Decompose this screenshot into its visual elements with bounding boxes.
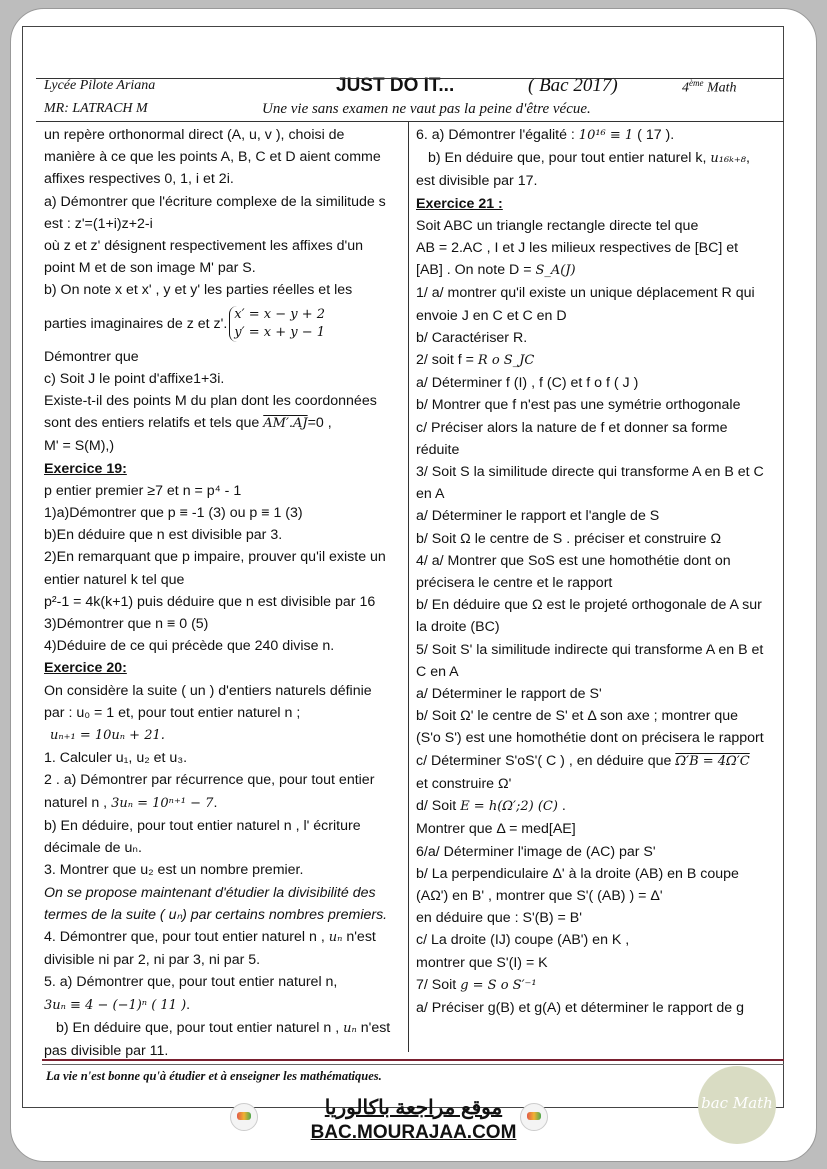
text-line: a/ Déterminer f (I) , f (C) et f o f ( J ) xyxy=(416,375,639,392)
text-line: la droite (BC) xyxy=(416,619,500,636)
text-segment: 2/ soit f = xyxy=(416,352,474,369)
text-line: pas divisible par 11. xyxy=(44,1042,169,1059)
text-line: montrer que S'(I) = K xyxy=(416,954,548,971)
level-label: Math xyxy=(707,80,737,96)
vector-formula: Ω′B = 4Ω′C xyxy=(675,753,750,769)
formula: E = h(Ω′;2) (C) xyxy=(460,799,558,815)
text-line: a/ Déterminer le rapport et l'angle de S xyxy=(416,508,660,525)
text-line: b)En déduire que n est divisible par 3. xyxy=(44,527,283,544)
text-segment: b) En déduire que, pour tout entier naturel k, xyxy=(428,150,707,167)
text-line: c) Soit J le point d'affixe1+3i. xyxy=(44,370,225,387)
formula: 3uₙ = 10ⁿ⁺¹ − 7 xyxy=(111,795,214,811)
text-line: 6/a/ Déterminer l'image de (AC) par S' xyxy=(416,843,656,860)
motto: Une vie sans examen ne vaut pas la peine d'être vécue. xyxy=(262,101,591,117)
text-segment: . xyxy=(561,798,566,815)
footer-rule-thin xyxy=(42,1064,784,1065)
header-rule-bottom xyxy=(36,121,784,122)
formula: uₙ xyxy=(328,929,343,945)
text-line: b) On note x et x' , y et y' les parties réelles et les xyxy=(44,282,353,299)
teacher-name: MR: LATRACH M xyxy=(44,101,148,116)
text-line: divisible ni par 2, ni par 3, ni par 5. xyxy=(44,952,261,969)
header-rule-top xyxy=(36,78,784,79)
text-segment: b) En déduire que, pour tout entier naturel n , xyxy=(56,1019,340,1036)
text-line: M' = S(M),) xyxy=(44,438,115,455)
footer-rule xyxy=(42,1059,784,1061)
text-line: un repère orthonormal direct (A, u, v ), choisi de xyxy=(44,127,345,143)
text-line: 2 . a) Démontrer par récurrence que, pour tout entier xyxy=(44,772,375,789)
text-segment: 7/ Soit xyxy=(416,976,457,993)
text-line xyxy=(416,795,784,818)
text-line: est divisible par 17. xyxy=(416,173,538,190)
text-line: entier naturel k tel que xyxy=(44,571,185,588)
text-segment: n'est xyxy=(346,928,376,945)
text-line: où z et z' désignent respectivement les affixes d'un xyxy=(44,238,364,255)
text-segment: d/ Soit xyxy=(416,798,457,815)
text-line: affixes respectives 0, 1, i et 2i. xyxy=(44,171,234,188)
text-line: b/ En déduire que Ω est le projeté orthogonale de A sur xyxy=(416,597,762,614)
text-line xyxy=(44,994,404,1017)
formula: u₁₆ₖ₊₈ xyxy=(710,151,746,167)
text-line: point M et de son image M' par S. xyxy=(44,260,256,277)
class-level xyxy=(682,78,737,97)
text-line xyxy=(416,349,784,372)
text-segment: =0 , xyxy=(307,415,332,432)
text-segment: 6. a) Démontrer l'égalité : xyxy=(416,127,575,143)
text-segment: ( 17 ). xyxy=(637,127,675,143)
text-line: 5/ Soit S' la similitude indirecte qui transforme A en B et xyxy=(416,641,764,658)
text-line: p entier premier ≥7 et n = p⁴ - 1 xyxy=(44,482,242,499)
text-line xyxy=(44,792,404,815)
text-line: C en A xyxy=(416,663,459,680)
column-separator xyxy=(408,122,409,1052)
text-line: 1/ a/ montrer qu'il existe un unique déplacement R qui xyxy=(416,285,755,302)
text-line xyxy=(44,724,404,747)
text-line: précisera le centre et le rapport xyxy=(416,575,613,592)
left-column xyxy=(44,124,404,1062)
text-line: 4)Déduire de ce qui précède que 240 divise n. xyxy=(44,638,335,655)
text-line: c/ Préciser alors la nature de f et donner sa forme xyxy=(416,419,728,436)
text-line: 3/ Soit S la similitude directe qui transforme A en B et C xyxy=(416,464,764,481)
text-segment: naturel n , xyxy=(44,794,108,811)
text-segment: parties imaginaires de z et z'. xyxy=(44,315,228,332)
text-line: en déduire que : S'(B) = B' xyxy=(416,910,582,927)
document-title: JUST DO IT... xyxy=(336,75,455,96)
text-line: On considère la suite ( un ) d'entiers naturels définie xyxy=(44,682,372,699)
bac-math-logo xyxy=(698,1066,776,1144)
equation-row: x′ = x − y + 2 xyxy=(234,306,325,322)
site-name-arabic[interactable]: موقع مراجعة باكالوريا xyxy=(324,1097,503,1119)
text-line: b/ Montrer que f n'est pas une symétrie orthogonale xyxy=(416,397,741,414)
text-line: décimale de uₙ. xyxy=(44,840,142,857)
text-segment: n'est xyxy=(360,1019,391,1036)
text-line: b/ Soit Ω' le centre de S' et Δ son axe ; montrer que xyxy=(416,708,739,725)
text-line: réduite xyxy=(416,441,460,458)
text-segment: . xyxy=(186,996,191,1013)
level-number: 4 xyxy=(682,80,689,96)
text-line xyxy=(44,926,404,949)
exercise-20-heading: Exercice 20: xyxy=(44,660,127,677)
bac-year: ( Bac 2017) xyxy=(528,75,618,96)
text-line: On se propose maintenant d'étudier la divisibilité des xyxy=(44,884,376,901)
text-line xyxy=(416,147,784,170)
formula: g = S o S′⁻¹ xyxy=(460,977,537,993)
text-line xyxy=(44,302,404,346)
text-line: 2)En remarquant que p impaire, prouver qu'il existe un xyxy=(44,549,386,566)
text-line: Démontrer que xyxy=(44,348,139,365)
text-line: envoie J en C et C en D xyxy=(416,307,567,324)
right-column xyxy=(416,124,784,1019)
text-line: AB = 2.AC , I et J les milieux respectives de [BC] et xyxy=(416,240,739,257)
formula: S_A(J) xyxy=(535,263,576,279)
recurrence-formula: uₙ₊₁ = 10uₙ + 21. xyxy=(50,728,165,744)
site-url-link[interactable]: BAC.MOURAJAA.COM xyxy=(310,1122,517,1143)
text-line: Existe-t-il des points M du plan dont les coordonnées xyxy=(44,393,377,410)
text-line: a) Démontrer que l'écriture complexe de la similitude s xyxy=(44,193,386,210)
text-segment: [AB] . On note D = xyxy=(416,262,532,279)
text-line xyxy=(416,750,784,773)
text-segment: . xyxy=(213,794,218,811)
school-name: Lycée Pilote Ariana xyxy=(44,78,156,93)
text-line: Soit ABC un triangle rectangle directe tel que xyxy=(416,217,699,234)
text-line: et construire Ω' xyxy=(416,775,512,792)
text-line: est : z'=(1+i)z+2-i xyxy=(44,215,153,232)
text-line: 5. a) Démontrer que, pour tout entier naturel n, xyxy=(44,974,338,991)
exercise-19-heading: Exercice 19: xyxy=(44,460,127,477)
text-line xyxy=(416,974,784,997)
formula: 10¹⁶ ≡ 1 xyxy=(578,128,634,143)
text-line: b/ Caractériser R. xyxy=(416,329,528,346)
text-line: a/ Déterminer le rapport de S' xyxy=(416,686,602,703)
text-line: 1)a)Démontrer que p ≡ -1 (3) ou p ≡ 1 (3) xyxy=(44,505,303,522)
equation-row: y′ = x + y − 1 xyxy=(234,324,326,340)
text-line: c/ La droite (IJ) coupe (AB') en K , xyxy=(416,932,630,949)
text-line xyxy=(44,1017,404,1040)
footer-quote: La vie n'est bonne qu'à étudier et à enseigner les mathématiques. xyxy=(46,1069,382,1083)
text-line: par : u₀ = 1 et, pour tout entier naturel n ; xyxy=(44,704,301,721)
document-header xyxy=(36,75,786,121)
text-line: en A xyxy=(416,486,445,503)
text-line: 3. Montrer que u₂ est un nombre premier. xyxy=(44,862,304,879)
text-line: (AΩ') en B' , montrer que S'( (AB) ) = Δ' xyxy=(416,887,663,904)
text-line: b) En déduire, pour tout entier naturel n , l' écriture xyxy=(44,817,361,834)
formula: uₙ xyxy=(343,1020,357,1036)
text-line: b/ Soit Ω le centre de S . préciser et construire Ω xyxy=(416,530,722,547)
text-line: a/ Préciser g(B) et g(A) et déterminer le rapport de g xyxy=(416,999,745,1016)
text-line: manière à ce que les points A, B, C et D aient comme xyxy=(44,149,381,166)
level-suffix: ème xyxy=(689,78,704,88)
text-line: b/ La perpendiculaire Δ' à la droite (AB) en B coupe xyxy=(416,865,739,882)
text-line xyxy=(416,124,784,147)
formula: 3uₙ ≡ 4 − (−1)ⁿ ( 11 ) xyxy=(44,997,187,1013)
exercise-21-heading: Exercice 21 : xyxy=(416,195,503,212)
text-line: 3)Démontrer que n ≡ 0 (5) xyxy=(44,616,209,633)
text-line: Montrer que Δ = med[AE] xyxy=(416,821,576,838)
equation-system xyxy=(229,306,325,342)
text-line: p²-1 = 4k(k+1) puis déduire que n est divisible par 16 xyxy=(44,593,376,610)
logo-text: bac Math xyxy=(701,1094,773,1112)
vector-product: AM′.AJ xyxy=(263,416,308,432)
text-segment: 4. Démontrer que, pour tout entier naturel n , xyxy=(44,928,325,945)
text-line: 1. Calculer u₁, u₂ et u₃. xyxy=(44,750,188,767)
text-segment: c/ Déterminer S'oS'( C ) , en déduire que xyxy=(416,752,672,769)
text-line: termes de la suite ( uₙ) par certains nombres premiers. xyxy=(44,906,388,923)
formula: R o S_JC xyxy=(477,353,535,369)
text-line xyxy=(416,259,784,282)
text-line xyxy=(44,412,404,435)
text-segment: , xyxy=(746,150,750,167)
text-segment: sont des entiers relatifs et tels que xyxy=(44,415,260,432)
text-line: 4/ a/ Montrer que SoS est une homothétie dont on xyxy=(416,552,731,569)
text-line: (S'o S') est une homothétie dont on précisera le rapport xyxy=(416,730,764,747)
